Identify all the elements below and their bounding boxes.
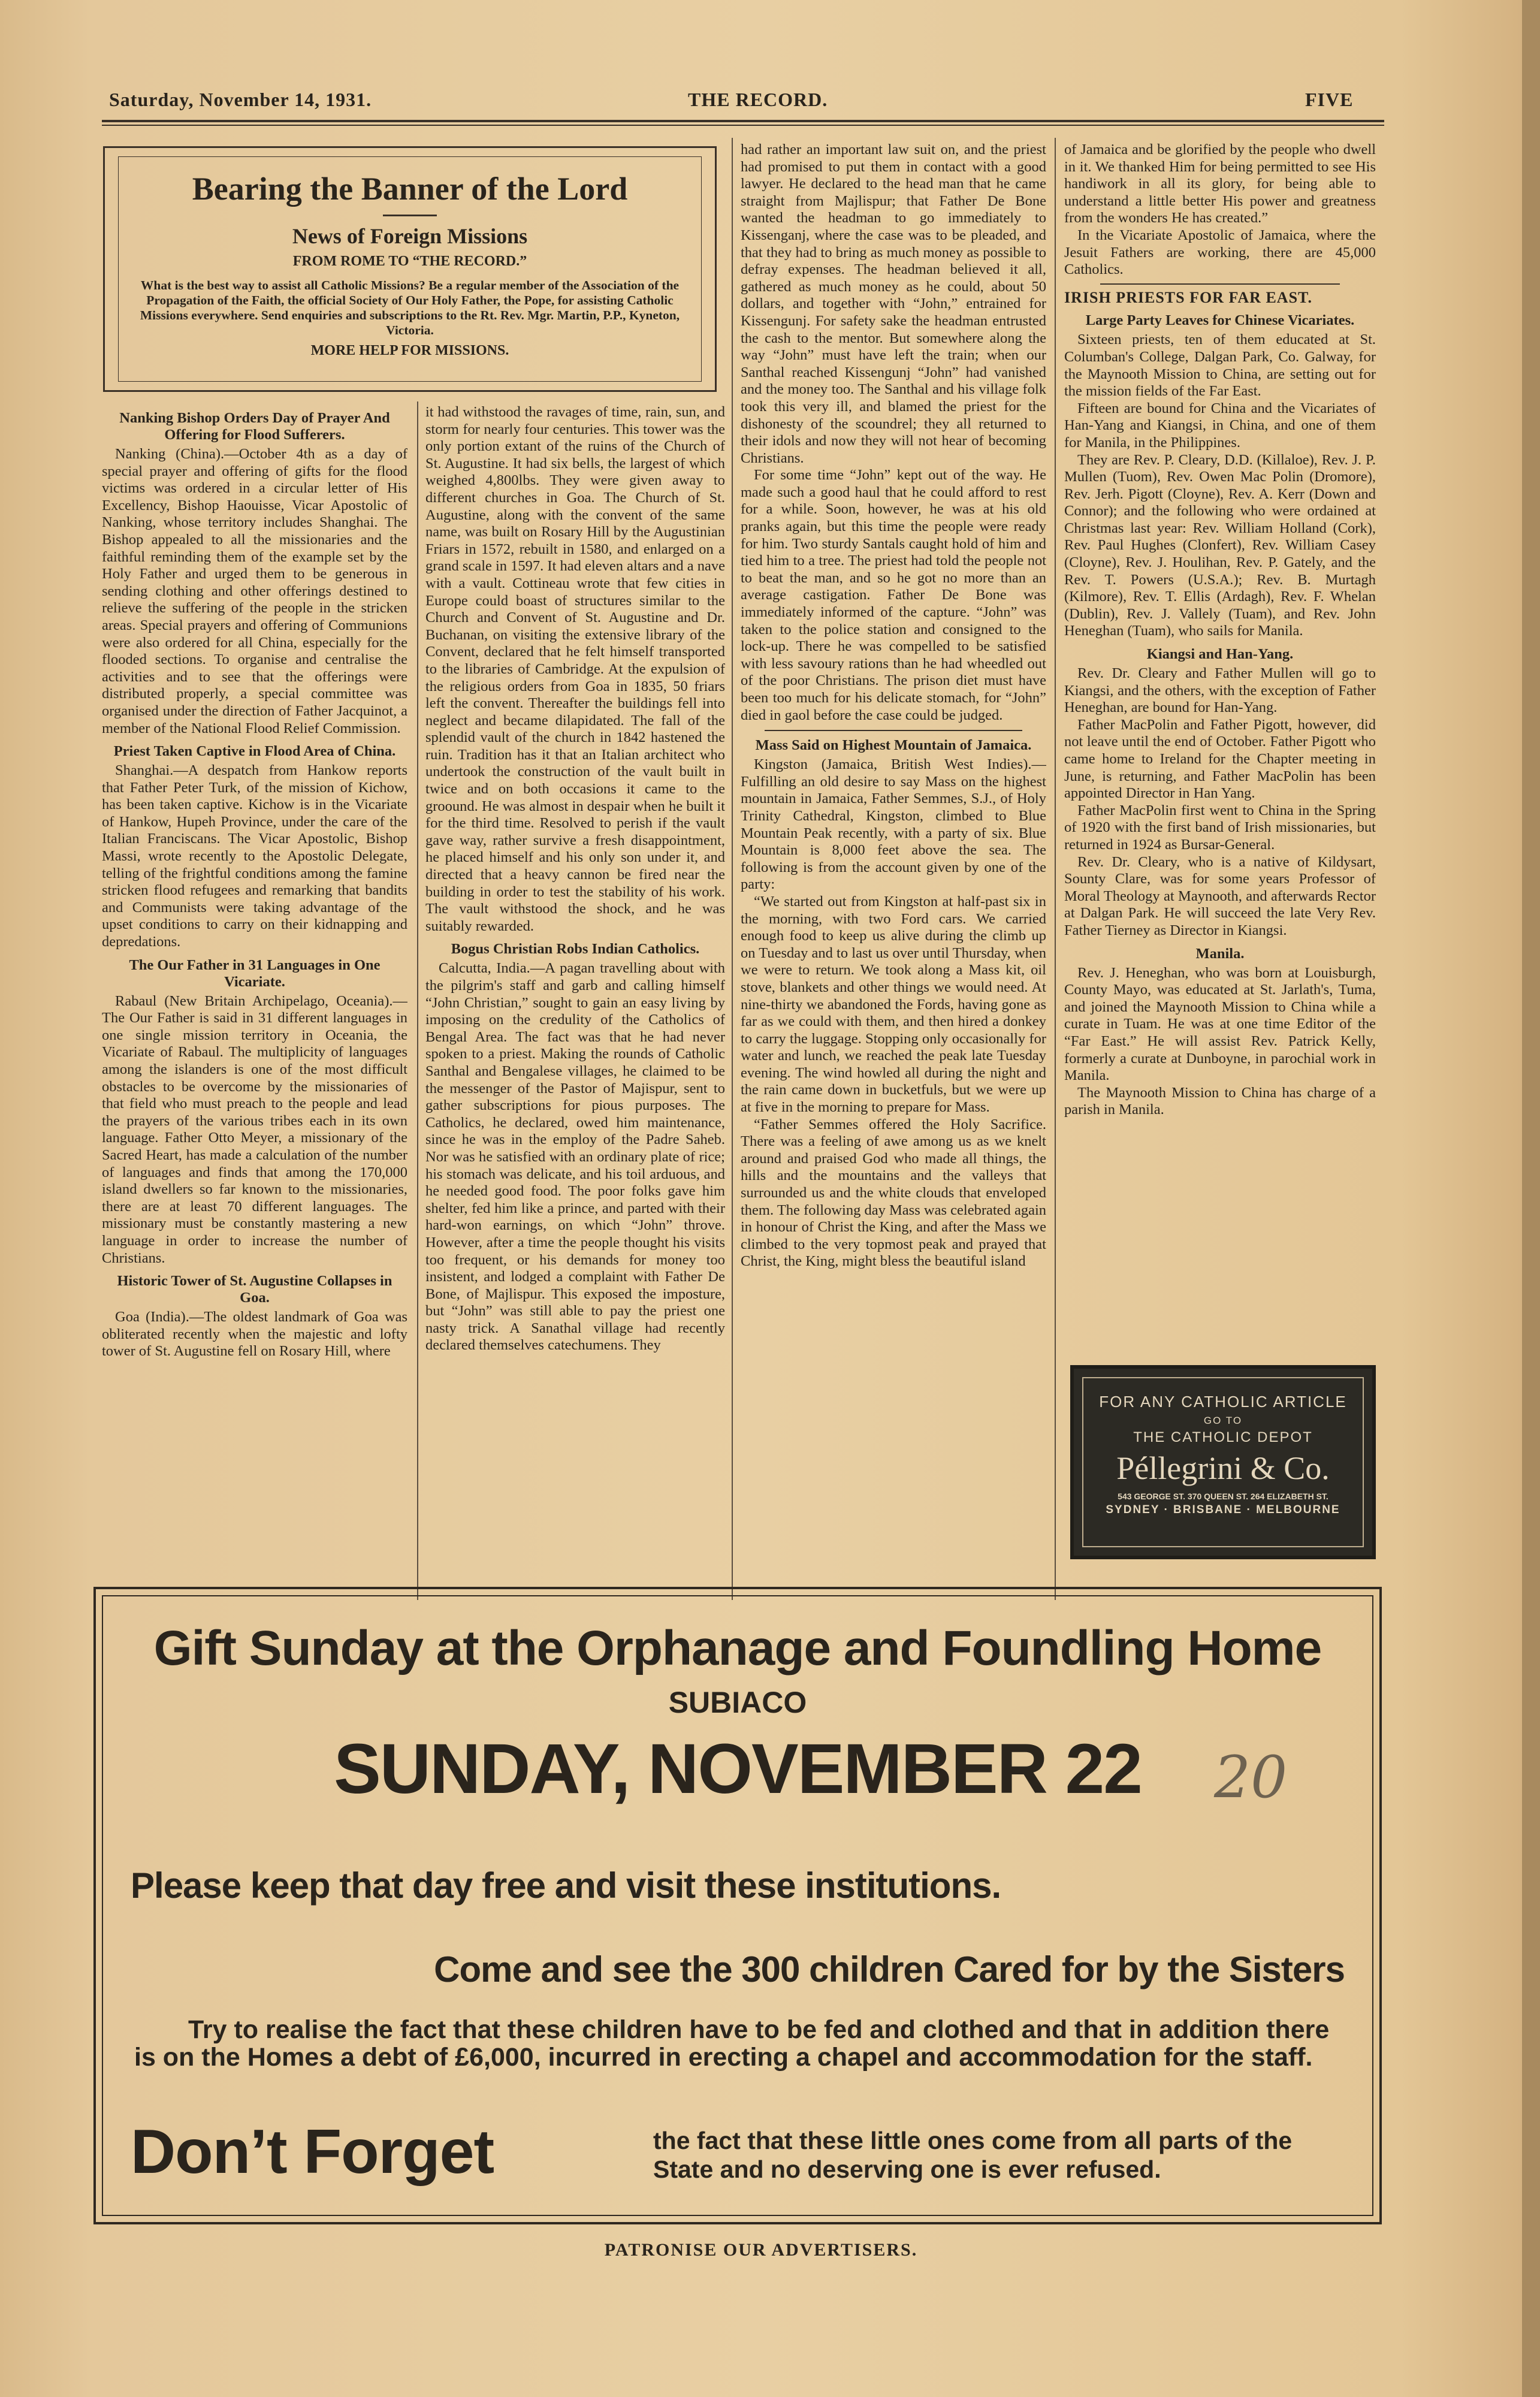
orphanage-location: SUBIACO (668, 1686, 807, 1719)
article-text: Fifteen are bound for China and the Vicariates of Han-Yang and Kiangsi, in China, and one of them for Manila, in the Philippines. (1064, 400, 1376, 451)
headline: The Our Father in 31 Languages in One Vicariate. (129, 956, 381, 990)
article-text: of Jamaica and be glorified by the people who dwell in it. We thanked Him for being permitted to see His handiwork in all its glory, for being able to understand a little better His power and greatness from the wonders He has created.” (1064, 141, 1376, 227)
dont-forget-heading: Don’t Forget (131, 2117, 494, 2187)
article-text: Goa (India).—The oldest landmark of Goa was obliterated recently when the majestic and lofty tower of St. Augustine fell on Rosary Hill, where (102, 1309, 407, 1360)
article-text: it had withstood the ravages of time, rain, sun, and storm for nearly four centuries. This tower was the only portion extant of the ruins of the Church of St. Augustine. It had six bells, the largest of which weighed 4,800lbs. They were given away to different churches in Goa. The Church of St. Augustine, along with the convent of the same name, was built on Rosary Hill by the Augustinian Friars in 1572, rebuilt in 1580, and enlarged on a grand scale in 1597. It had eleven altars and a nave with a vault. Cottineau wrote that few cities in Europe could boast of structures similar to the Church and Convent of St. Augustine and Dr. Buchanan, on visiting the extensive library of the Convent, declared that he felt himself transported to the libraries of Cambridge. At the expulsion of the religious orders from Goa in 1835, 50 friars left the convent. Thereafter the buildings fell into neglect and became dilapidated. The fall of the splendid vault of the church in 1842 hastened the ruin. Tradition has it that an Italian architect who undertook the construction of the vault built in twice and on both occasions it came to the groound. He was almost in despair when he built it for the third time. Resolved to perish if the vault gave way, rather survive a fresh disappointment, he placed himself and his only son under it, and directed that a heavy cannon be fired near the building in order to test the stability of his work. The vault withstood the shock, and he was suitably rewarded. (425, 404, 725, 934)
footer-text: PATRONISE OUR ADVERTISERS. (604, 2240, 918, 2260)
column-3 (741, 141, 1046, 1596)
orphanage-line2: Come and see the 300 children Cared for by the Sisters (434, 1949, 1345, 1990)
banner-subtitle: News of Foreign Missions (292, 224, 528, 248)
article-text: Calcutta, India.—A pagan travelling about with the pilgrim's staff and garb and calling himself “John Christian,” sought to gain an easy living by imposing on the credulity of the Catholics of Bengal Area. The fact was that he had never spoken to a priest. Making the rounds of Catholic Santhal and Bengalese villages, he claimed to be the messenger of the Pastor of Majispur, sent to gather subscriptions for pious purposes. The Catholics, he declared, owed him maintenance, since he was in the employ of the Padre Saheb. Nor was he satisfied with an ordinary plate of rice; his stomach was delicate, and his toil arduous, and he needed good food. The poor folks gave him shelter, fed him like a prince, and parted with their hard-won earnings, on which “John” throve. However, after a time the people thought his visits too frequent, or his demands for money too insistent, and lodged a complaint with Father De Bone, of Majlispur. This exposed the imposture, but “John” was still able to pay the priest one nasty trick. A Sanathal village had recently declared themselves catechumens. They (425, 960, 725, 1354)
column-separator (1055, 138, 1056, 1600)
column-2 (425, 404, 725, 1596)
headline: Nanking Bishop Orders Day of Prayer And Offering for Flood Sufferers. (119, 410, 390, 443)
issue-date: Saturday, November 14, 1931. (109, 89, 372, 110)
dont-forget-text: the fact that these little ones come from all parts of the State and no deserving one is ever refused. (653, 2127, 1293, 2183)
pellegrini-line3: THE CATHOLIC DEPOT (1133, 1429, 1313, 1445)
article-text: Rabaul (New Britain Archipelago, Oceania).—The Our Father is said in 31 different languages in one single mission territory in Oceania, the Vicariate of Rabaul. The multiplicity of languages among the islanders is one of the most difficult obstacles to be overcome by the missionaries of that field who must preach to the people and lead the prayers of the various tribes each in its own language. Father Otto Meyer, a missionary of the Sacred Heart, has made a calculation of the number of languages and finds that among the 170,000 island dwellers so far known to the missionaries, there are at least 70 different languages. The missionary must be constantly mastering a new language in order to increase the number of Christians. (102, 992, 407, 1266)
column-4 (1064, 141, 1376, 1340)
headline: Large Party Leaves for Chinese Vicariates. (1085, 312, 1355, 329)
section-heading: IRISH PRIESTS FOR FAR EAST. (1064, 288, 1312, 306)
header-rule (102, 120, 1384, 122)
pellegrini-cities: SYDNEY · BRISBANE · MELBOURNE (1106, 1504, 1340, 1516)
column-separator (417, 401, 418, 1600)
orphanage-advertisement (93, 1587, 1382, 2224)
handwritten-note: 20 (1214, 1744, 1288, 1811)
headline: Bogus Christian Robs Indian Catholics. (451, 941, 700, 958)
article-text: In the Vicariate Apostolic of Jamaica, where the Jesuit Fathers are working, there are 45,000 Catholics. (1064, 227, 1376, 278)
pellegrini-addresses: 543 GEORGE ST. 370 QUEEN ST. 264 ELIZABETH ST. (1118, 1492, 1328, 1501)
headline: Mass Said on Highest Mountain of Jamaica. (755, 737, 1032, 754)
article-divider (1100, 283, 1340, 285)
pellegrini-name: Péllegrini & Co. (1116, 1450, 1330, 1486)
article-text: Rev. J. Heneghan, who was born at Louisburgh, County Mayo, was educated at St. Jarlath's, Tuma, and joined the Maynooth Mission to China while a curate in Tuam. He was at one time Editor of the “Far East.” He will assist Rev. Patrick Kelly, formerly a curate at Dunboyne, in parochial work in Manila. (1064, 964, 1376, 1084)
article-text: They are Rev. P. Cleary, D.D. (Killaloe), Rev. J. P. Mullen (Tuom), Rev. Owen Mac Polin (Dromore), Rev. Jerh. Pigott (Cloyne), Rev. A. Kerr (Down and Connor); and the following who were ordained at Christmas last year: Rev. William Holland (Cork), Rev. Paul Hughes (Clonfert), Rev. William Casey (Cloyne), Rev. J. Houlihan, Rev. P. Gately, and the Rev. T. Powers (U.S.A.); Rev. B. Murtagh (Kilmore), Rev. T. Ellis (Ardagh), Rev. F. Whelan (Dublin), Rev. J. Vallely (Tuam), and Rev. John Heneghan (Tuam), who sails for Manila. (1064, 451, 1376, 639)
article-text: “Father Semmes offered the Holy Sacrifice. There was a feeling of awe among us as we knelt around and praised God who made all things, the hills and the mountains and the valleys that surrounded us and the white clouds that enveloped them. The following day Mass was celebrated again in honour of Christ the King, and after the Mass we climbed to the very topmost peak and prayed that Christ, the King, might bless the beautiful island (741, 1116, 1046, 1270)
page-edge (1522, 0, 1540, 2397)
orphanage-date: SUNDAY, NOVEMBER 22 (334, 1729, 1142, 1809)
masthead-title: THE RECORD. (688, 89, 828, 110)
article-divider (765, 730, 1022, 731)
headline: Kiangsi and Han-Yang. (1146, 646, 1294, 663)
article-text: Shanghai.—A despatch from Hankow reports that Father Peter Turk, of the mission of Kichow, has been taken captive. Kichow is in the Vicariate of Hankow, Hupeh Province, under the care of the Italian Franciscans. The Vicar Apostolic, Bishop Massi, wrote recently to the Apostolic Delegate, telling of the frightful conditions among the famine stricken flood refugees and remarking that bandits and Communists were taking advantage of the upset conditions to carry on their kidnapping and depredations. (102, 762, 407, 950)
article-text: Father MacPolin and Father Pigott, however, did not leave until the end of October. Father Pigott who came home to Ireland for the Chapter meeting in June, is returning, and Father MacPolin has been appointed Director in Han Yang. (1064, 716, 1376, 802)
article-text: Rev. Dr. Cleary, who is a native of Kildysart, Sounty Clare, was for some years Professor of Moral Theology at Maynooth, and afterwards Rector at Dalgan Park. He will succeed the late Very Rev. Father Tierney as Director in Kiangsi. (1064, 853, 1376, 938)
article-text: had rather an important law suit on, and the priest had promised to put them in contact with a good lawyer. He declared to the head man that he came straight from Majlispur; that Father De Bone wanted the headman to go immediately to Kissenganj, where the case was to be pleaded, and that they had to bring as much money as possible to defray expenses. The headman believed it all, gathered as much money as he could, about 50 dollars, and together with “John,” entrained for Kissengunj. For safety sake the headman entrusted the cash to the mentor. But somewhere along the way “John” must have left the train; when our Santhal reached Kissengunj “John” had vanished and the money too. The Santhal and his village folk took this very ill, and blamed the priest for the dishonesty of the scoundrel; they all returned to their idols and now they will not hear of becoming Christians. (741, 141, 1046, 466)
banner-divider (383, 215, 437, 216)
banner-appeal: What is the best way to assist all Catholic Missions? Be a regular member of the Association of the Propagation of the Faith, the official Society of Our Holy Father, the Pope, for assisting Catholic Missions everywhere. Send enquiries and subscriptions to the Rt. Rev. Mgr. Martin, P.P., Kyneton, Victoria. (140, 278, 680, 337)
header-rule-thin (102, 125, 1384, 126)
banner-title: Bearing the Banner of the Lord (192, 171, 628, 207)
article-text: The Maynooth Mission to China has charge of a parish in Manila. (1064, 1084, 1376, 1118)
banner-tagline: MORE HELP FOR MISSIONS. (310, 343, 509, 358)
page-number: FIVE (1305, 89, 1354, 110)
article-text: “We started out from Kingston at half-past six in the morning, with two Ford cars. We carried enough food to keep us alive during the climb up on Tuesday and to last us over until Thursday, when we were to return. We took along a Mass kit, oil stove, blankets and other things we would need. At nine-thirty we abandoned the Fords, having gone as far as we could with them, and then hired a donkey to carry the luggage. Stopping only occasionally for water and lunch, we reached the peak late Tuesday evening. The wind howled all during the night and the rain came down in bucketfuls, but we were up at five in the morning to prepare for Mass. (741, 893, 1046, 1116)
pellegrini-line2: GO TO (1203, 1415, 1243, 1426)
orphanage-line1: Please keep that day free and visit these institutions. (131, 1865, 1001, 1906)
column-separator (732, 138, 733, 1600)
missions-banner (103, 146, 717, 392)
article-text: Father MacPolin first went to China in the Spring of 1920 with the first band of Irish missionaries, but returned in 1924 as Bursar-General. (1064, 802, 1376, 853)
orphanage-title: Gift Sunday at the Orphanage and Foundling Home (153, 1621, 1322, 1676)
article-text: Rev. Dr. Cleary and Father Mullen will go to Kiangsi, and the others, with the exception of Father Heneghan, are bound for Han-Yang. (1064, 665, 1376, 716)
headline: Historic Tower of St. Augustine Collapses in Goa. (117, 1273, 392, 1306)
missions-banner-inner (118, 156, 702, 382)
orphanage-line3: Try to realise the fact that these children have to be fed and clothed and that in addition there is on the Homes a debt of £6,000, incurred in erecting a chapel and accommodation for the staff. (134, 2015, 1330, 2072)
article-text: Kingston (Jamaica, British West Indies).—Fulfilling an old desire to say Mass on the highest mountain in Jamaica, Father Semmes, S.J., of Holy Trinity Cathedral, Kingston, climbed to Blue Mountain Peak recently, with a party of six. Blue Mountain is 8,000 feet above the sea. The following is from the account given by one of the party: (741, 756, 1046, 893)
banner-source: FROM ROME TO “THE RECORD.” (292, 253, 527, 269)
article-text: Sixteen priests, ten of them educated at St. Columban's College, Dalgan Park, Co. Galway, for the Maynooth Mission to China, are setting out for the mission fields of the Far East. (1064, 331, 1376, 400)
headline: Manila. (1195, 945, 1245, 962)
article-text: Nanking (China).—October 4th as a day of special prayer and offering of gifts for the flood victims was ordered in a circular letter of His Excellency, Bishop Haouisse, Vicar Apostolic of Nanking, whose territory includes Shanghai. The Bishop appealed to all the missionaries and the faithful reminding them of the example set by the Holy Father and urged them to be generous in sending clothing and other offerings destined to relieve the suffering of the people in the stricken areas. Special prayers and offering of Communions were also ordered for all China, especially for the flooded sections. To organise and centralise the activities and to see that the offerings were distributed properly, a special committee was organised under the direction of Father Jacquinot, a member of the National Flood Relief Commission. (102, 446, 407, 736)
pellegrini-advertisement (1070, 1365, 1376, 1559)
column-1 (102, 404, 407, 1596)
headline: Priest Taken Captive in Flood Area of China. (113, 743, 396, 760)
pellegrini-line1: FOR ANY CATHOLIC ARTICLE (1099, 1393, 1347, 1411)
article-text: For some time “John” kept out of the way. He made such a good haul that he could afford to rest for a while. Soon, however, he was at his old pranks again, but this time the people were ready for him. Two sturdy Santals caught hold of him and tied him to a tree. The priest had told the people not to beat the man, and so he got no more than an average castigation. Father De Bone was immediately informed of the capture. “John” was taken to the police station and consigned to the lock-up. There he was compelled to be satisfied with less savoury rations than he had wheedled out of the poor Christians. The prison diet must have been too much for his delicate stomach, for “John” died in gaol before the case could be judged. (741, 467, 1046, 723)
